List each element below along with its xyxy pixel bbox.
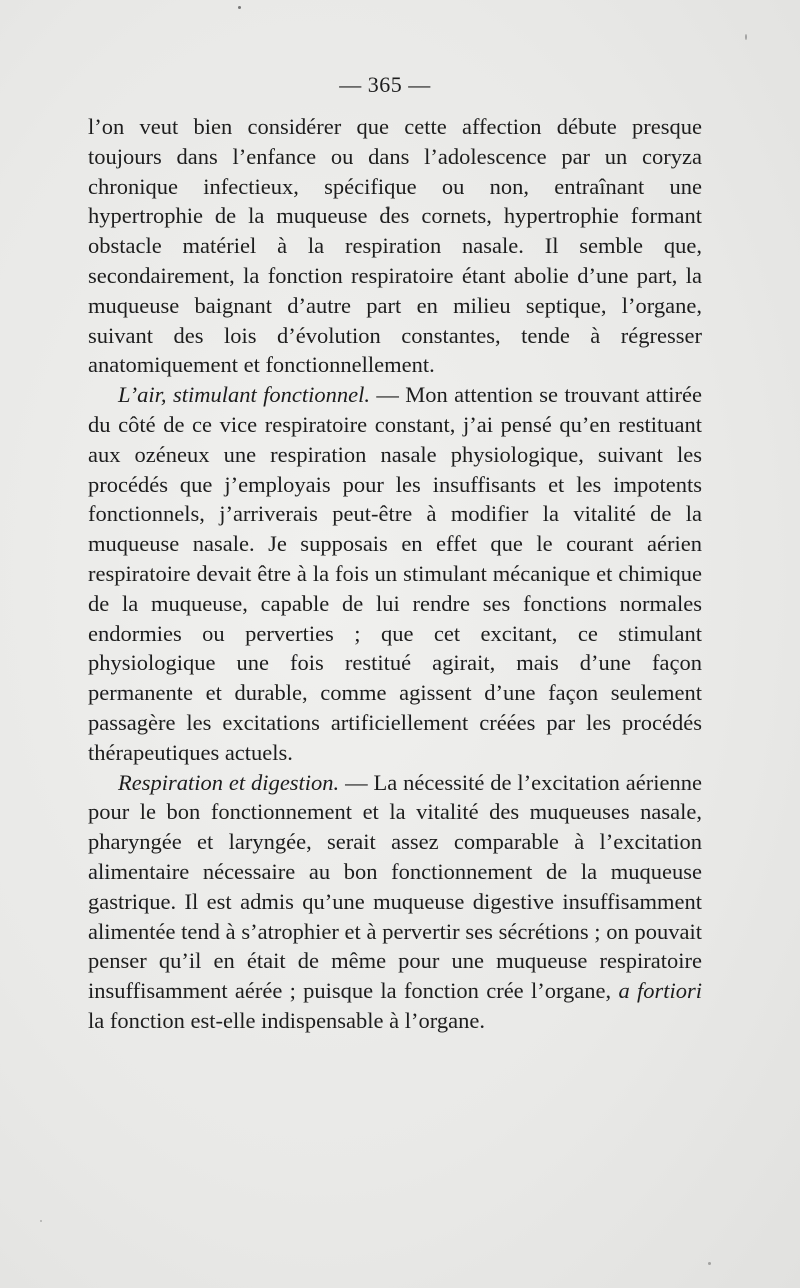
paragraph-respiration-digestion <box>88 768 702 1036</box>
paragraph-text: — Mon attention se trouvant attirée du côté de ce vice respiratoire constant, j’ai pensé qu’en restituant aux ozéneux une respiration nasale physiologique, suivant les procédés que j’employais pour les insuffisants et les impotents fonctionnels, j’arriverais peut-être à modifier la vitalité de la muqueuse nasale. Je supposais en effet que le courant aérien respiratoire devait être à la fois un stimulant mécanique et chimique de la muqueuse, capable de lui rendre ses fonctions normales endormies ou perverties ; que cet excitant, ce stimulant physiologique une fois restitué agirait, mais d’une façon permanente et durable, comme agissent d’une façon seulement passagère les excitations artificiellement créées par les procédés thérapeutiques actuels. <box>88 382 702 765</box>
paper-speck <box>238 6 241 9</box>
section-heading-respiration-digestion: Respiration et digestion. <box>118 769 340 795</box>
page-number: — 365 — <box>339 72 431 97</box>
paragraph-text-end: la fonction est-elle indispensable à l’organe. <box>88 1007 485 1033</box>
body-text <box>88 112 702 1036</box>
section-heading-air-stimulant: L’air, stimulant fonctionnel. <box>118 382 370 408</box>
paper-speck <box>40 1220 42 1222</box>
paper-speck <box>708 1262 711 1265</box>
paragraph-text: l’on veut bien considérer que cette affection débute presque toujours dans l’enfance ou dans l’adolescence par un coryza chronique infectieux, spécifique ou non, entraînant une hypertrophie de la muqueuse des cornets, hypertrophie formant obstacle matériel à la respiration nasale. Il semble que, secondairement, la fonction respiratoire étant abolie d’une part, la muqueuse baignant d’autre part en milieu septique, l’organe, suivant des lois d’évolution constantes, tende à régresser anatomiquement et fonctionnellement. <box>88 114 702 378</box>
paragraph-continuation <box>88 112 702 380</box>
paragraph-air-stimulant <box>88 380 702 767</box>
paragraph-text: — La nécessité de l’excitation aérienne pour le bon fonctionnement et la vitalité des muqueuses nasale, pharyngée et laryngée, serait assez comparable à l’excitation alimentaire nécessaire au bon fonctionnement de la muqueuse gastrique. Il est admis qu’une muqueuse digestive insuffisamment alimentée tend à s’atrophier et à pervertir ses sécrétions ; on pouvait penser qu’il en était de même pour une muqueuse respiratoire insuffisamment aérée ; puisque la fonction crée l’organe, <box>88 769 702 1004</box>
italic-phrase: a fortiori <box>618 978 702 1004</box>
paper-speck <box>745 34 747 40</box>
